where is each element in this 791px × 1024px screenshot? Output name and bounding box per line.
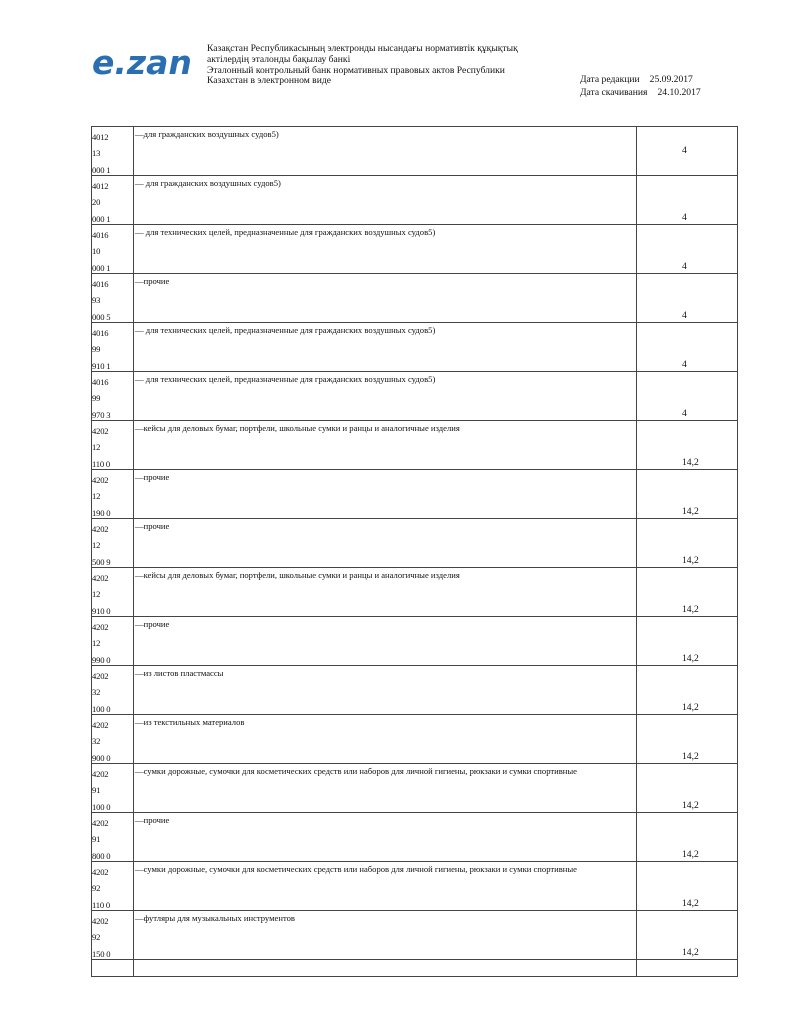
duty-rate-cell — [637, 176, 737, 224]
table-row — [92, 176, 737, 225]
commodity-code-cell — [92, 715, 134, 763]
description-cell — [134, 176, 637, 224]
commodity-code-part: 110 0 — [92, 899, 111, 910]
commodity-code-part: 4016 — [92, 377, 109, 387]
duty-rate-cell — [637, 911, 737, 959]
description-text: —футляры для музыкальных инструментов — [135, 913, 295, 923]
duty-rate-cell — [637, 372, 737, 420]
commodity-code-part: 990 0 — [92, 654, 111, 665]
commodity-code-cell — [92, 176, 134, 224]
ezan-logo: e.zan — [92, 43, 192, 82]
duty-rate-cell — [637, 666, 737, 714]
duty-rate-cell — [637, 568, 737, 616]
duty-rate-value: 4 — [682, 408, 687, 419]
commodity-code-part: 500 9 — [92, 556, 111, 567]
commodity-code-part: 4016 — [92, 279, 109, 289]
commodity-code-part: 10 — [92, 246, 101, 257]
duty-rate-value: 14,2 — [682, 898, 699, 909]
commodity-code-part: 20 — [92, 197, 101, 208]
description-cell — [134, 421, 637, 469]
description-text: —сумки дорожные, сумочки для косметических средств или наборов для личной гигиены, рюкзаки и сумки спортивные — [135, 864, 577, 874]
table-row — [92, 715, 737, 764]
description-text: —для гражданских воздушных судов5) — [135, 129, 279, 139]
description-text: —кейсы для деловых бумаг, портфели, школьные сумки и ранцы и аналогичные изделия — [135, 423, 460, 433]
edition-date — [580, 74, 701, 87]
commodity-code-part: 4016 — [92, 230, 109, 240]
duty-rate-value: 14,2 — [682, 702, 699, 713]
description-cell — [134, 127, 637, 175]
description-cell — [134, 764, 637, 812]
commodity-code-part: 93 — [92, 295, 101, 306]
header-line: Эталонный контрольный банк нормативных правовых актов Республики — [207, 64, 505, 76]
description-text: —из листов пластмассы — [135, 668, 224, 678]
duty-rate-value: 14,2 — [682, 751, 699, 762]
empty-cell — [637, 960, 737, 976]
commodity-code-part: 100 0 — [92, 801, 111, 812]
commodity-code-part: 32 — [92, 736, 101, 747]
commodity-code-part: 4016 — [92, 328, 109, 338]
header-line: актілердің эталонды бақылау банкі — [207, 53, 351, 65]
description-text: —прочие — [135, 619, 170, 629]
duty-rate-cell — [637, 274, 737, 322]
document-dates — [580, 74, 701, 99]
table-row — [92, 764, 737, 813]
duty-rate-value: 14,2 — [682, 457, 699, 468]
table-row — [92, 421, 737, 470]
commodity-code-part: 91 — [92, 834, 101, 845]
duty-rate-cell — [637, 127, 737, 175]
description-cell — [134, 519, 637, 567]
description-text: — для гражданских воздушных судов5) — [135, 178, 281, 188]
duty-rate-value: 14,2 — [682, 653, 699, 664]
description-text: — для технических целей, предназначенные для гражданских воздушных судов5) — [135, 227, 436, 237]
commodity-code-part: 4202 — [92, 622, 109, 632]
duty-rate-value: 14,2 — [682, 800, 699, 811]
description-text: —кейсы для деловых бумаг, портфели, школьные сумки и ранцы и аналогичные изделия — [135, 570, 460, 580]
commodity-code-part: 150 0 — [92, 948, 111, 959]
duty-rate-cell — [637, 617, 737, 665]
commodity-code-part: 4012 — [92, 132, 109, 142]
commodity-code-part: 4202 — [92, 867, 109, 877]
description-cell — [134, 323, 637, 371]
description-cell — [134, 372, 637, 420]
description-text: —сумки дорожные, сумочки для косметических средств или наборов для личной гигиены, рюкзаки и сумки спортивные — [135, 766, 577, 776]
commodity-code-part: 900 0 — [92, 752, 111, 763]
commodity-code-cell — [92, 519, 134, 567]
commodity-code-part: 12 — [92, 638, 101, 649]
description-text: —прочие — [135, 472, 170, 482]
table-row — [92, 372, 737, 421]
duty-rate-value: 4 — [682, 310, 687, 321]
commodity-code-part: 92 — [92, 932, 101, 943]
commodity-code-part: 190 0 — [92, 507, 111, 518]
download-date-label: Дата скачивания — [580, 86, 648, 98]
commodity-code-cell — [92, 127, 134, 175]
duty-rate-value: 14,2 — [682, 506, 699, 517]
commodity-code-cell — [92, 568, 134, 616]
commodity-code-cell — [92, 323, 134, 371]
commodity-code-part: 99 — [92, 393, 101, 404]
duty-rate-cell — [637, 813, 737, 861]
description-text: —прочие — [135, 276, 170, 286]
table-row — [92, 225, 737, 274]
duty-rate-cell — [637, 715, 737, 763]
commodity-code-cell — [92, 813, 134, 861]
commodity-code-part: 12 — [92, 491, 101, 502]
empty-cell — [134, 960, 637, 976]
commodity-code-part: 910 0 — [92, 605, 111, 616]
duty-rate-value: 14,2 — [682, 947, 699, 958]
commodity-code-cell — [92, 421, 134, 469]
commodity-code-cell — [92, 274, 134, 322]
commodity-code-part: 4202 — [92, 818, 109, 828]
duty-rate-value: 14,2 — [682, 604, 699, 615]
duty-rate-cell — [637, 421, 737, 469]
commodity-code-cell — [92, 862, 134, 910]
commodity-code-part: 000 1 — [92, 213, 111, 224]
commodity-code-cell — [92, 372, 134, 420]
table-row — [92, 617, 737, 666]
commodity-code-part: 970 3 — [92, 409, 111, 420]
duty-rate-cell — [637, 862, 737, 910]
commodity-code-part: 000 1 — [92, 262, 111, 273]
description-cell — [134, 911, 637, 959]
commodity-code-part: 000 1 — [92, 164, 111, 175]
header-title — [207, 44, 518, 87]
duty-rate-cell — [637, 519, 737, 567]
description-cell — [134, 274, 637, 322]
commodity-code-cell — [92, 470, 134, 518]
table-row — [92, 813, 737, 862]
duty-rate-cell — [637, 323, 737, 371]
download-date — [580, 87, 701, 100]
table-row — [92, 323, 737, 372]
commodity-code-part: 100 0 — [92, 703, 111, 714]
duty-rate-value: 14,2 — [682, 849, 699, 860]
table-row — [92, 127, 737, 176]
commodity-code-part: 110 0 — [92, 458, 111, 469]
commodity-code-cell — [92, 617, 134, 665]
commodity-code-cell — [92, 911, 134, 959]
table-row — [92, 666, 737, 715]
description-cell — [134, 470, 637, 518]
commodity-code-part: 000 5 — [92, 311, 111, 322]
description-cell — [134, 568, 637, 616]
duty-rate-value: 4 — [682, 145, 687, 156]
description-cell — [134, 715, 637, 763]
header-line: Казахстан в электронном виде — [207, 75, 331, 87]
download-date-value: 24.10.2017 — [657, 86, 701, 98]
table-row — [92, 274, 737, 323]
commodity-code-part: 92 — [92, 883, 101, 894]
table-row — [92, 470, 737, 519]
commodity-code-cell — [92, 764, 134, 812]
commodity-code-part: 99 — [92, 344, 101, 355]
tariff-table — [91, 126, 738, 977]
commodity-code-part: 4202 — [92, 426, 109, 436]
table-row — [92, 911, 737, 960]
commodity-code-part: 4012 — [92, 181, 109, 191]
header-line: Казақстан Республикасының электронды нысандағы нормативтік құқықтық — [207, 43, 518, 54]
commodity-code-part: 12 — [92, 540, 101, 551]
commodity-code-part: 32 — [92, 687, 101, 698]
edition-date-label: Дата редакции — [580, 74, 640, 85]
description-cell — [134, 862, 637, 910]
description-cell — [134, 617, 637, 665]
duty-rate-value: 4 — [682, 212, 687, 223]
empty-table-row — [92, 960, 737, 977]
duty-rate-value: 14,2 — [682, 555, 699, 566]
description-text: — для технических целей, предназначенные для гражданских воздушных судов5) — [135, 374, 436, 384]
duty-rate-cell — [637, 764, 737, 812]
commodity-code-part: 4202 — [92, 720, 109, 730]
description-text: — для технических целей, предназначенные для гражданских воздушных судов5) — [135, 325, 436, 335]
description-cell — [134, 666, 637, 714]
commodity-code-part: 13 — [92, 148, 101, 159]
commodity-code-cell — [92, 666, 134, 714]
description-cell — [134, 813, 637, 861]
description-text: —прочие — [135, 521, 170, 531]
table-row — [92, 568, 737, 617]
commodity-code-part: 4202 — [92, 573, 109, 583]
edition-date-value: 25.09.2017 — [649, 74, 693, 85]
commodity-code-part: 4202 — [92, 671, 109, 681]
table-row — [92, 519, 737, 568]
commodity-code-part: 91 — [92, 785, 101, 796]
commodity-code-cell — [92, 225, 134, 273]
commodity-code-part: 4202 — [92, 769, 109, 779]
commodity-code-part: 910 1 — [92, 360, 111, 371]
duty-rate-cell — [637, 470, 737, 518]
empty-cell — [92, 960, 134, 976]
duty-rate-cell — [637, 225, 737, 273]
table-row — [92, 862, 737, 911]
duty-rate-value: 4 — [682, 359, 687, 370]
commodity-code-part: 800 0 — [92, 850, 111, 861]
commodity-code-part: 12 — [92, 589, 101, 600]
commodity-code-part: 12 — [92, 442, 101, 453]
commodity-code-part: 4202 — [92, 475, 109, 485]
commodity-code-part: 4202 — [92, 916, 109, 926]
commodity-code-part: 4202 — [92, 524, 109, 534]
description-cell — [134, 225, 637, 273]
duty-rate-value: 4 — [682, 261, 687, 272]
description-text: —прочие — [135, 815, 170, 825]
description-text: —из текстильных материалов — [135, 717, 245, 727]
